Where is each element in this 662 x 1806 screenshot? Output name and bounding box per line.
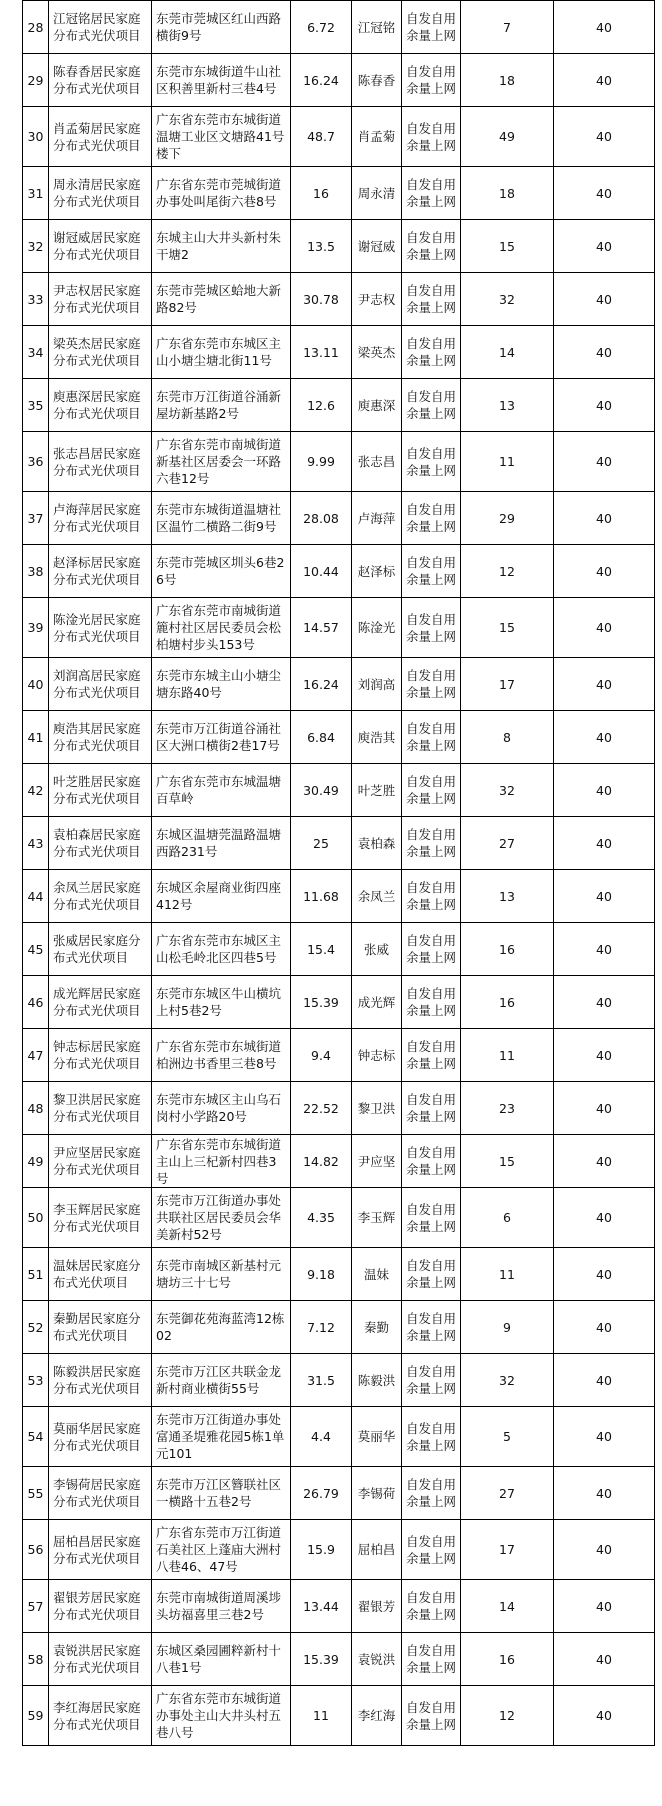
value-a: 23	[461, 1082, 554, 1135]
table-row	[23, 1520, 655, 1580]
project-name: 余凤兰居民家庭分布式光伏项目	[49, 870, 152, 923]
install-address: 东莞市万江街道办事处共联社区居民委员会华美新村52号	[152, 1188, 291, 1248]
value-b: 40	[554, 658, 655, 711]
grid-mode: 自发自用余量上网	[402, 167, 461, 220]
row-number: 42	[23, 764, 49, 817]
project-name: 庾惠深居民家庭分布式光伏项目	[49, 379, 152, 432]
owner-name: 张威	[352, 923, 402, 976]
value-a: 12	[461, 1686, 554, 1746]
row-number: 47	[23, 1029, 49, 1082]
grid-mode: 自发自用余量上网	[402, 1, 461, 54]
table-row	[23, 1135, 655, 1188]
grid-mode: 自发自用余量上网	[402, 1520, 461, 1580]
capacity-value: 31.5	[291, 1354, 352, 1407]
value-b: 40	[554, 1, 655, 54]
value-b: 40	[554, 107, 655, 167]
install-address: 东莞市南城区新基村元塘坊三十七号	[152, 1248, 291, 1301]
value-a: 8	[461, 711, 554, 764]
value-a: 5	[461, 1407, 554, 1467]
grid-mode: 自发自用余量上网	[402, 711, 461, 764]
value-a: 17	[461, 1520, 554, 1580]
install-address: 广东省东莞市东城街道温塘工业区文塘路41号楼下	[152, 107, 291, 167]
row-number: 30	[23, 107, 49, 167]
owner-name: 翟银芳	[352, 1580, 402, 1633]
project-name: 尹志权居民家庭分布式光伏项目	[49, 273, 152, 326]
owner-name: 谢冠威	[352, 220, 402, 273]
project-name: 钟志标居民家庭分布式光伏项目	[49, 1029, 152, 1082]
install-address: 东莞市万江街道谷涌社区大洲口横街2巷17号	[152, 711, 291, 764]
value-b: 40	[554, 1354, 655, 1407]
project-name: 秦勤居民家庭分布式光伏项目	[49, 1301, 152, 1354]
table-row	[23, 976, 655, 1029]
value-a: 7	[461, 1, 554, 54]
table-row	[23, 1082, 655, 1135]
row-number: 44	[23, 870, 49, 923]
project-name: 李玉辉居民家庭分布式光伏项目	[49, 1188, 152, 1248]
table-row	[23, 1, 655, 54]
row-number: 40	[23, 658, 49, 711]
table-row	[23, 432, 655, 492]
capacity-value: 28.08	[291, 492, 352, 545]
owner-name: 秦勤	[352, 1301, 402, 1354]
project-name: 张威居民家庭分布式光伏项目	[49, 923, 152, 976]
value-b: 40	[554, 923, 655, 976]
value-a: 9	[461, 1301, 554, 1354]
value-a: 49	[461, 107, 554, 167]
row-number: 36	[23, 432, 49, 492]
project-name: 莫丽华居民家庭分布式光伏项目	[49, 1407, 152, 1467]
project-name: 陈春香居民家庭分布式光伏项目	[49, 54, 152, 107]
row-number: 59	[23, 1686, 49, 1746]
owner-name: 江冠铭	[352, 1, 402, 54]
value-b: 40	[554, 379, 655, 432]
table-row	[23, 167, 655, 220]
value-b: 40	[554, 545, 655, 598]
owner-name: 屈柏昌	[352, 1520, 402, 1580]
grid-mode: 自发自用余量上网	[402, 545, 461, 598]
project-name: 张志昌居民家庭分布式光伏项目	[49, 432, 152, 492]
table-row	[23, 658, 655, 711]
value-b: 40	[554, 1082, 655, 1135]
grid-mode: 自发自用余量上网	[402, 1188, 461, 1248]
owner-name: 刘润高	[352, 658, 402, 711]
grid-mode: 自发自用余量上网	[402, 976, 461, 1029]
grid-mode: 自发自用余量上网	[402, 492, 461, 545]
capacity-value: 14.82	[291, 1135, 352, 1188]
table-row	[23, 923, 655, 976]
value-b: 40	[554, 1520, 655, 1580]
grid-mode: 自发自用余量上网	[402, 432, 461, 492]
table-row	[23, 764, 655, 817]
table-row	[23, 545, 655, 598]
table-row	[23, 107, 655, 167]
capacity-value: 4.35	[291, 1188, 352, 1248]
project-name: 梁英杰居民家庭分布式光伏项目	[49, 326, 152, 379]
table-body	[23, 1, 655, 1746]
capacity-value: 26.79	[291, 1467, 352, 1520]
install-address: 东城区温塘莞温路温塘西路231号	[152, 817, 291, 870]
table-row	[23, 1301, 655, 1354]
project-name: 周永清居民家庭分布式光伏项目	[49, 167, 152, 220]
project-name: 袁柏森居民家庭分布式光伏项目	[49, 817, 152, 870]
capacity-value: 15.39	[291, 1633, 352, 1686]
row-number: 51	[23, 1248, 49, 1301]
row-number: 38	[23, 545, 49, 598]
capacity-value: 4.4	[291, 1407, 352, 1467]
install-address: 广东省东莞市万江街道石美社区上蓬庙大洲村八巷46、47号	[152, 1520, 291, 1580]
owner-name: 尹志权	[352, 273, 402, 326]
row-number: 50	[23, 1188, 49, 1248]
table-row	[23, 220, 655, 273]
install-address: 东莞市莞城区圳头6巷26号	[152, 545, 291, 598]
value-a: 27	[461, 817, 554, 870]
owner-name: 钟志标	[352, 1029, 402, 1082]
grid-mode: 自发自用余量上网	[402, 1082, 461, 1135]
owner-name: 陈春香	[352, 54, 402, 107]
row-number: 55	[23, 1467, 49, 1520]
row-number: 49	[23, 1135, 49, 1188]
value-b: 40	[554, 492, 655, 545]
project-name: 尹应坚居民家庭分布式光伏项目	[49, 1135, 152, 1188]
value-b: 40	[554, 432, 655, 492]
install-address: 广东省东莞市东城区主山松毛岭北区四巷5号	[152, 923, 291, 976]
install-address: 广东省东莞市东城街道办事处主山大井头村五巷八号	[152, 1686, 291, 1746]
owner-name: 黎卫洪	[352, 1082, 402, 1135]
table-row	[23, 1248, 655, 1301]
value-a: 15	[461, 220, 554, 273]
install-address: 广东省东莞市莞城街道办事处叫尾街六巷8号	[152, 167, 291, 220]
project-name: 屈柏昌居民家庭分布式光伏项目	[49, 1520, 152, 1580]
project-name: 江冠铭居民家庭分布式光伏项目	[49, 1, 152, 54]
owner-name: 李玉辉	[352, 1188, 402, 1248]
project-name: 李锡荷居民家庭分布式光伏项目	[49, 1467, 152, 1520]
capacity-value: 15.9	[291, 1520, 352, 1580]
grid-mode: 自发自用余量上网	[402, 764, 461, 817]
capacity-value: 11	[291, 1686, 352, 1746]
capacity-value: 9.99	[291, 432, 352, 492]
value-a: 16	[461, 923, 554, 976]
install-address: 东莞市东城街道温塘社区温竹二横路二街9号	[152, 492, 291, 545]
project-name: 翟银芳居民家庭分布式光伏项目	[49, 1580, 152, 1633]
capacity-value: 6.84	[291, 711, 352, 764]
capacity-value: 13.11	[291, 326, 352, 379]
row-number: 54	[23, 1407, 49, 1467]
value-a: 11	[461, 1248, 554, 1301]
install-address: 广东省东莞市南城街道新基社区居委会一环路六巷12号	[152, 432, 291, 492]
value-a: 16	[461, 976, 554, 1029]
owner-name: 叶芝胜	[352, 764, 402, 817]
table-row	[23, 870, 655, 923]
grid-mode: 自发自用余量上网	[402, 1633, 461, 1686]
project-name: 陈淦光居民家庭分布式光伏项目	[49, 598, 152, 658]
grid-mode: 自发自用余量上网	[402, 220, 461, 273]
install-address: 广东省东莞市东城街道主山上三杞新村四巷3号	[152, 1135, 291, 1188]
grid-mode: 自发自用余量上网	[402, 1354, 461, 1407]
grid-mode: 自发自用余量上网	[402, 379, 461, 432]
row-number: 52	[23, 1301, 49, 1354]
install-address: 广东省东莞市东城街道柏洲边书香里三巷8号	[152, 1029, 291, 1082]
table-row	[23, 1580, 655, 1633]
value-b: 40	[554, 326, 655, 379]
value-a: 14	[461, 326, 554, 379]
capacity-value: 14.57	[291, 598, 352, 658]
owner-name: 庾浩其	[352, 711, 402, 764]
table-row	[23, 1467, 655, 1520]
install-address: 东莞市莞城区蛤地大新路82号	[152, 273, 291, 326]
value-b: 40	[554, 870, 655, 923]
project-name: 卢海萍居民家庭分布式光伏项目	[49, 492, 152, 545]
value-a: 6	[461, 1188, 554, 1248]
row-number: 28	[23, 1, 49, 54]
owner-name: 周永清	[352, 167, 402, 220]
owner-name: 尹应坚	[352, 1135, 402, 1188]
row-number: 29	[23, 54, 49, 107]
value-b: 40	[554, 1580, 655, 1633]
owner-name: 余凤兰	[352, 870, 402, 923]
project-name: 庾浩其居民家庭分布式光伏项目	[49, 711, 152, 764]
value-a: 16	[461, 1633, 554, 1686]
row-number: 43	[23, 817, 49, 870]
value-a: 11	[461, 1029, 554, 1082]
owner-name: 梁英杰	[352, 326, 402, 379]
owner-name: 卢海萍	[352, 492, 402, 545]
value-a: 13	[461, 870, 554, 923]
install-address: 东城主山大井头新村朱干塘2	[152, 220, 291, 273]
install-address: 广东省东莞市南城街道簏村社区居民委员会松柏塘村步头153号	[152, 598, 291, 658]
value-b: 40	[554, 167, 655, 220]
project-name: 温妹居民家庭分布式光伏项目	[49, 1248, 152, 1301]
table-row	[23, 1633, 655, 1686]
capacity-value: 7.12	[291, 1301, 352, 1354]
row-number: 31	[23, 167, 49, 220]
value-b: 40	[554, 1467, 655, 1520]
install-address: 东城区桑园圃粹新村十八巷1号	[152, 1633, 291, 1686]
table-row	[23, 273, 655, 326]
value-a: 13	[461, 379, 554, 432]
capacity-value: 30.49	[291, 764, 352, 817]
install-address: 广东省东莞市东城区主山小塘尘塘北街11号	[152, 326, 291, 379]
grid-mode: 自发自用余量上网	[402, 1301, 461, 1354]
table-row	[23, 379, 655, 432]
project-name: 肖孟菊居民家庭分布式光伏项目	[49, 107, 152, 167]
value-b: 40	[554, 1301, 655, 1354]
owner-name: 成光辉	[352, 976, 402, 1029]
pv-project-table	[22, 0, 655, 1746]
owner-name: 陈毅洪	[352, 1354, 402, 1407]
row-number: 56	[23, 1520, 49, 1580]
grid-mode: 自发自用余量上网	[402, 1580, 461, 1633]
value-b: 40	[554, 764, 655, 817]
owner-name: 袁锐洪	[352, 1633, 402, 1686]
value-a: 32	[461, 273, 554, 326]
value-b: 40	[554, 1686, 655, 1746]
owner-name: 李锡荷	[352, 1467, 402, 1520]
grid-mode: 自发自用余量上网	[402, 273, 461, 326]
value-b: 40	[554, 976, 655, 1029]
project-name: 李红海居民家庭分布式光伏项目	[49, 1686, 152, 1746]
table-row	[23, 326, 655, 379]
row-number: 32	[23, 220, 49, 273]
value-a: 12	[461, 545, 554, 598]
grid-mode: 自发自用余量上网	[402, 1135, 461, 1188]
capacity-value: 22.52	[291, 1082, 352, 1135]
project-name: 黎卫洪居民家庭分布式光伏项目	[49, 1082, 152, 1135]
grid-mode: 自发自用余量上网	[402, 326, 461, 379]
table-row	[23, 492, 655, 545]
owner-name: 肖孟菊	[352, 107, 402, 167]
install-address: 东莞市东城区牛山横坑上村5巷2号	[152, 976, 291, 1029]
owner-name: 陈淦光	[352, 598, 402, 658]
value-b: 40	[554, 1248, 655, 1301]
install-address: 东莞市万江区共联金龙新村商业横街55号	[152, 1354, 291, 1407]
install-address: 广东省东莞市东城温塘百草岭	[152, 764, 291, 817]
project-name: 刘润高居民家庭分布式光伏项目	[49, 658, 152, 711]
install-address: 东莞市万江街道办事处富通圣堤雅花园5栋1单元101	[152, 1407, 291, 1467]
capacity-value: 13.5	[291, 220, 352, 273]
value-a: 15	[461, 598, 554, 658]
install-address: 东莞市东城区主山乌石岗村小学路20号	[152, 1082, 291, 1135]
row-number: 39	[23, 598, 49, 658]
capacity-value: 16.24	[291, 54, 352, 107]
value-a: 14	[461, 1580, 554, 1633]
grid-mode: 自发自用余量上网	[402, 1467, 461, 1520]
row-number: 53	[23, 1354, 49, 1407]
capacity-value: 30.78	[291, 273, 352, 326]
grid-mode: 自发自用余量上网	[402, 54, 461, 107]
owner-name: 莫丽华	[352, 1407, 402, 1467]
row-number: 34	[23, 326, 49, 379]
value-a: 15	[461, 1135, 554, 1188]
grid-mode: 自发自用余量上网	[402, 817, 461, 870]
row-number: 57	[23, 1580, 49, 1633]
capacity-value: 11.68	[291, 870, 352, 923]
install-address: 东莞市莞城区红山西路横街9号	[152, 1, 291, 54]
capacity-value: 13.44	[291, 1580, 352, 1633]
install-address: 东莞市东城街道牛山社区积善里新村三巷4号	[152, 54, 291, 107]
value-a: 11	[461, 432, 554, 492]
install-address: 东莞市万江街道谷涌新屋坊新基路2号	[152, 379, 291, 432]
value-a: 18	[461, 167, 554, 220]
row-number: 35	[23, 379, 49, 432]
table-row	[23, 598, 655, 658]
grid-mode: 自发自用余量上网	[402, 658, 461, 711]
row-number: 45	[23, 923, 49, 976]
value-b: 40	[554, 1135, 655, 1188]
table-row	[23, 817, 655, 870]
grid-mode: 自发自用余量上网	[402, 870, 461, 923]
value-b: 40	[554, 817, 655, 870]
value-b: 40	[554, 1633, 655, 1686]
owner-name: 温妹	[352, 1248, 402, 1301]
value-a: 32	[461, 764, 554, 817]
value-b: 40	[554, 1407, 655, 1467]
table-row	[23, 1686, 655, 1746]
value-a: 32	[461, 1354, 554, 1407]
capacity-value: 16.24	[291, 658, 352, 711]
value-b: 40	[554, 711, 655, 764]
capacity-value: 12.6	[291, 379, 352, 432]
owner-name: 赵泽标	[352, 545, 402, 598]
value-a: 27	[461, 1467, 554, 1520]
row-number: 58	[23, 1633, 49, 1686]
grid-mode: 自发自用余量上网	[402, 923, 461, 976]
value-b: 40	[554, 273, 655, 326]
row-number: 41	[23, 711, 49, 764]
capacity-value: 9.18	[291, 1248, 352, 1301]
value-b: 40	[554, 1029, 655, 1082]
grid-mode: 自发自用余量上网	[402, 1029, 461, 1082]
row-number: 33	[23, 273, 49, 326]
table-row	[23, 1407, 655, 1467]
value-b: 40	[554, 54, 655, 107]
value-a: 17	[461, 658, 554, 711]
table-row	[23, 1354, 655, 1407]
row-number: 37	[23, 492, 49, 545]
capacity-value: 10.44	[291, 545, 352, 598]
capacity-value: 48.7	[291, 107, 352, 167]
row-number: 46	[23, 976, 49, 1029]
owner-name: 李红海	[352, 1686, 402, 1746]
capacity-value: 16	[291, 167, 352, 220]
capacity-value: 6.72	[291, 1, 352, 54]
owner-name: 张志昌	[352, 432, 402, 492]
project-name: 成光辉居民家庭分布式光伏项目	[49, 976, 152, 1029]
value-b: 40	[554, 220, 655, 273]
value-b: 40	[554, 1188, 655, 1248]
install-address: 东城区余屋商业街四座412号	[152, 870, 291, 923]
install-address: 东莞御花苑海蓝湾12栋02	[152, 1301, 291, 1354]
grid-mode: 自发自用余量上网	[402, 1248, 461, 1301]
table-row	[23, 1188, 655, 1248]
project-name: 袁锐洪居民家庭分布式光伏项目	[49, 1633, 152, 1686]
value-a: 29	[461, 492, 554, 545]
install-address: 东莞市万江区簪联社区一横路十五巷2号	[152, 1467, 291, 1520]
value-a: 18	[461, 54, 554, 107]
table-row	[23, 54, 655, 107]
install-address: 东莞市东城主山小塘尘塘东路40号	[152, 658, 291, 711]
install-address: 东莞市南城街道周溪埗头坊福喜里三巷2号	[152, 1580, 291, 1633]
grid-mode: 自发自用余量上网	[402, 1407, 461, 1467]
grid-mode: 自发自用余量上网	[402, 1686, 461, 1746]
table-row	[23, 711, 655, 764]
grid-mode: 自发自用余量上网	[402, 598, 461, 658]
owner-name: 袁柏森	[352, 817, 402, 870]
capacity-value: 9.4	[291, 1029, 352, 1082]
capacity-value: 25	[291, 817, 352, 870]
owner-name: 庾惠深	[352, 379, 402, 432]
project-name: 谢冠威居民家庭分布式光伏项目	[49, 220, 152, 273]
row-number: 48	[23, 1082, 49, 1135]
value-b: 40	[554, 598, 655, 658]
capacity-value: 15.39	[291, 976, 352, 1029]
project-name: 赵泽标居民家庭分布式光伏项目	[49, 545, 152, 598]
project-name: 陈毅洪居民家庭分布式光伏项目	[49, 1354, 152, 1407]
table-row	[23, 1029, 655, 1082]
capacity-value: 15.4	[291, 923, 352, 976]
grid-mode: 自发自用余量上网	[402, 107, 461, 167]
project-name: 叶芝胜居民家庭分布式光伏项目	[49, 764, 152, 817]
